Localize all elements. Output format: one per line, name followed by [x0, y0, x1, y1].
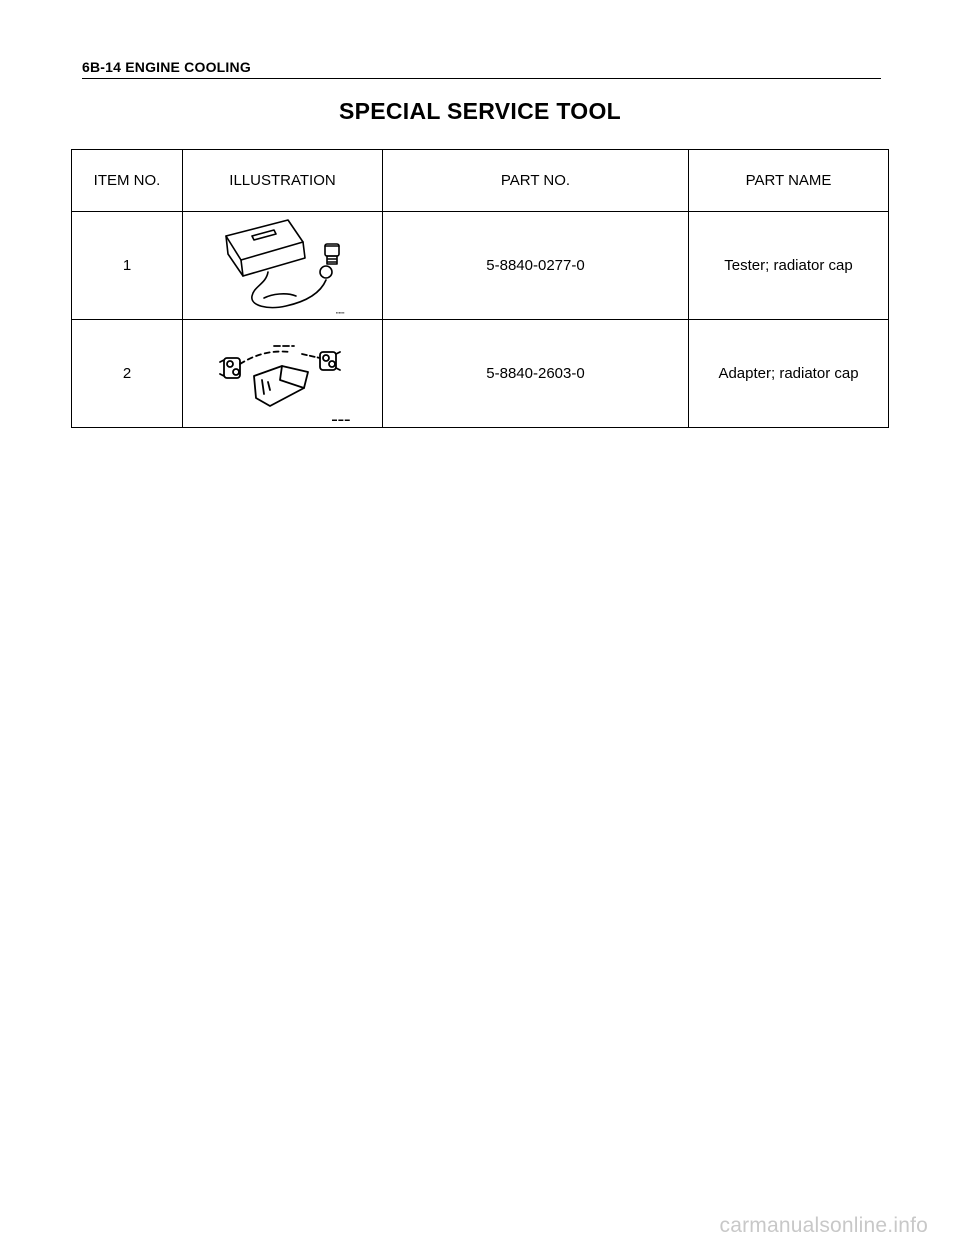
column-header-part-no: PART NO. — [383, 150, 689, 212]
illustration-cell — [183, 320, 383, 428]
part-no-cell: 5-8840-2603-0 — [383, 320, 689, 428]
part-name-cell: Adapter; radiator cap — [689, 320, 889, 428]
radiator-cap-adapter-icon — [208, 324, 358, 424]
special-service-tool-table — [71, 149, 889, 428]
watermark: carmanualsonline.info — [719, 1214, 928, 1237]
svg-text:▬ ▬ ▬: ▬ ▬ ▬ — [331, 416, 350, 423]
radiator-cap-tester-icon — [208, 214, 358, 318]
column-header-item-no: ITEM NO. — [72, 150, 183, 212]
part-name-cell: Tester; radiator cap — [689, 212, 889, 320]
section-header: 6B-14 ENGINE COOLING — [82, 59, 251, 75]
svg-text:▪▪▪▪▪▪: ▪▪▪▪▪▪ — [335, 309, 345, 315]
item-no-cell: 1 — [72, 212, 183, 320]
illustration-cell — [183, 212, 383, 320]
table-row — [72, 320, 889, 428]
column-header-illustration: ILLUSTRATION — [183, 150, 383, 212]
page-header — [82, 58, 881, 79]
item-no-cell: 2 — [72, 320, 183, 428]
part-no-cell: 5-8840-0277-0 — [383, 212, 689, 320]
page-title: SPECIAL SERVICE TOOL — [338, 98, 622, 124]
table-header-row — [72, 150, 889, 212]
column-header-part-name: PART NAME — [689, 150, 889, 212]
table-row — [72, 212, 889, 320]
